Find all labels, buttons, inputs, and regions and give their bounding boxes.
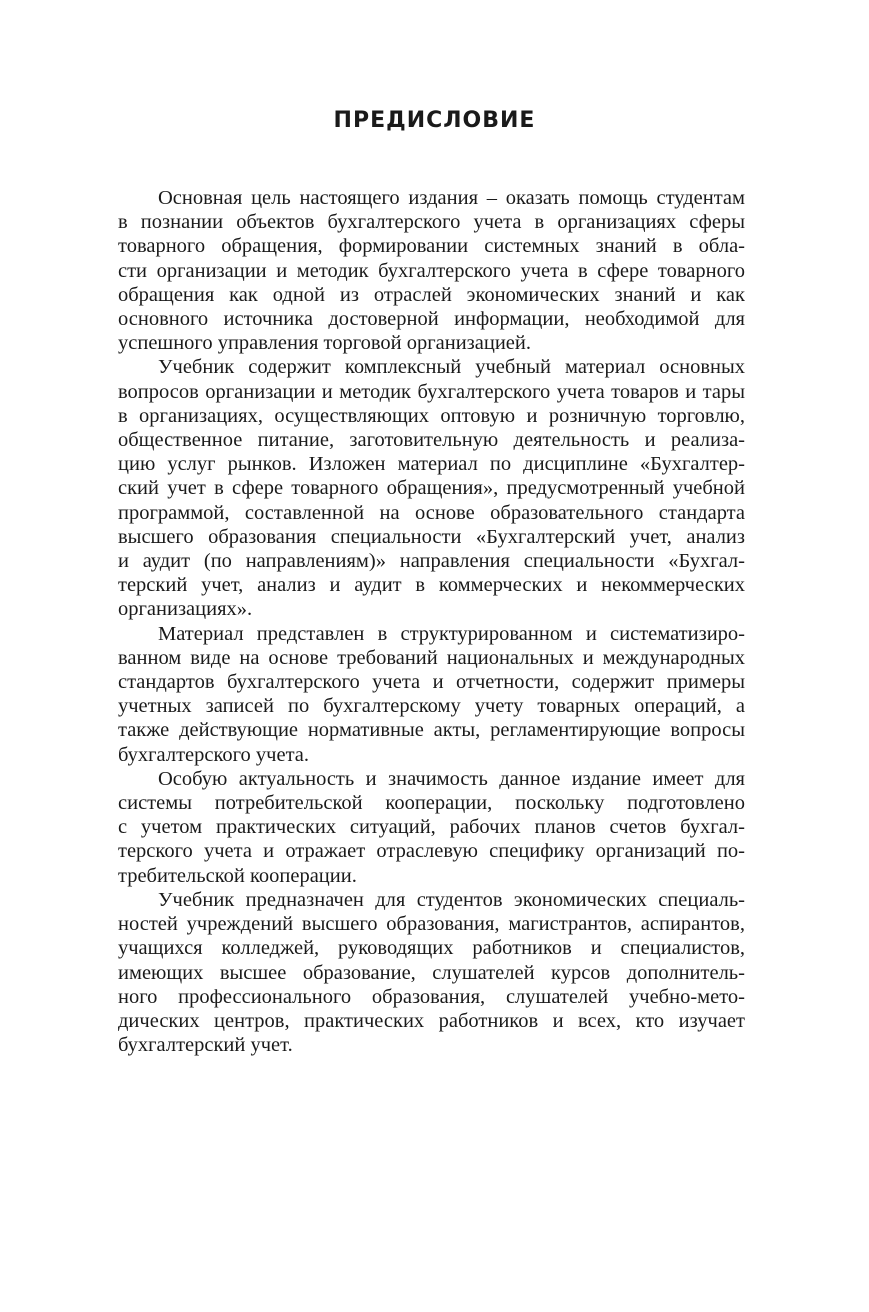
text-line: сти организации и методик бухгалтерского учета в сфере товарного: [118, 259, 745, 282]
text-line: Учебник предназначен для студентов экономических специаль-: [158, 888, 745, 911]
text-line: вопросов организации и методик бухгалтерского учета товаров и тары: [118, 380, 745, 403]
paragraph-3: [78, 622, 745, 767]
text-line: терский учет, анализ и аудит в коммерческих и некоммерческих: [118, 574, 745, 597]
text-line: бухгалтерский учет.: [118, 1034, 293, 1057]
text-line: ного профессионального образования, слушателей учебно-мето-: [118, 985, 745, 1008]
paragraph-4: [78, 767, 745, 888]
text-line: в организациях, осуществляющих оптовую и розничную торговлю,: [118, 404, 745, 427]
text-line: стандартов бухгалтерского учета и отчетности, содержит примеры: [118, 671, 745, 694]
text-line: учащихся колледжей, руководящих работников и специалистов,: [118, 937, 745, 960]
text-line: требительской кооперации.: [118, 864, 357, 887]
text-line: бухгалтерского учета.: [118, 743, 310, 766]
text-line: имеющих высшее образование, слушателей курсов дополнитель-: [118, 961, 745, 984]
text-line: Основная цель настоящего издания – оказать помощь студентам: [158, 187, 745, 209]
text-line: Особую актуальность и значимость данное издание имеет для: [158, 767, 745, 790]
paragraph-1: [78, 186, 745, 355]
text-line: Учебник содержит комплексный учебный материал основных: [158, 356, 745, 379]
text-line: с учетом практических ситуаций, рабочих планов счетов бухгал-: [118, 816, 745, 839]
text-line: организациях».: [118, 598, 253, 621]
text-line: Материал представлен в структурированном и систематизиро-: [158, 622, 745, 645]
preface-body: [78, 186, 745, 1057]
text-line: успешного управления торговой организацией.: [118, 332, 532, 355]
text-line: ванном виде на основе требований национальных и международных: [118, 646, 745, 669]
text-line: товарного обращения, формировании системных знаний в обла-: [118, 235, 745, 258]
text-line: в познании объектов бухгалтерского учета в организациях сферы: [118, 211, 745, 234]
text-line: цию услуг рынков. Изложен материал по дисциплине «Бухгалтер-: [118, 453, 745, 476]
text-line: также действующие нормативные акты, регламентирующие вопросы: [118, 719, 745, 742]
text-line: программой, составленной на основе образовательного стандарта: [118, 501, 745, 524]
text-line: ский учет в сфере товарного обращения», предусмотренный учебной: [118, 477, 745, 500]
text-line: терского учета и отражает отраслевую специфику организаций по-: [118, 840, 745, 863]
page-title: ПРЕДИСЛОВИЕ: [333, 108, 536, 133]
text-line: системы потребительской кооперации, поскольку подготовлено: [118, 792, 745, 815]
paragraph-2: [78, 355, 745, 621]
text-line: основного источника достоверной информации, необходимой для: [118, 308, 745, 331]
text-line: и аудит (по направлениям)» направления специальности «Бухгал-: [118, 550, 745, 573]
text-line: дических центров, практических работников и всех, кто изучает: [118, 1009, 745, 1032]
text-line: общественное питание, заготовительную деятельность и реализа-: [118, 429, 745, 452]
text-line: высшего образования специальности «Бухгалтерский учет, анализ: [118, 525, 745, 548]
text-line: учетных записей по бухгалтерскому учету товарных операций, а: [118, 695, 745, 718]
paragraph-5: [78, 888, 745, 1057]
text-line: обращения как одной из отраслей экономических знаний и как: [118, 283, 745, 306]
text-line: ностей учреждений высшего образования, магистрантов, аспирантов,: [118, 913, 745, 936]
